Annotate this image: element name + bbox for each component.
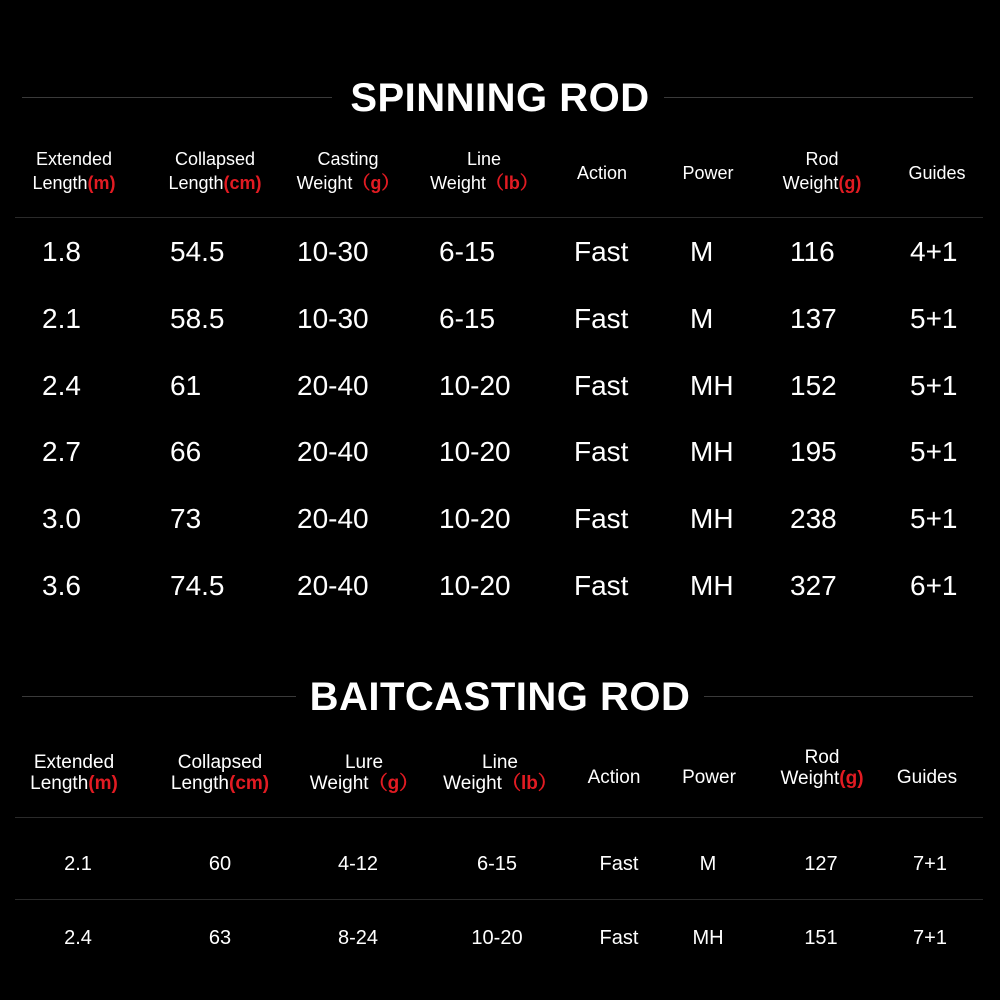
- unit-label: (m): [88, 773, 118, 794]
- header-line1: Line: [466, 149, 502, 169]
- cell-casting-weight: 4-12: [337, 853, 379, 875]
- cell-rod-weight: 152: [790, 369, 837, 401]
- header-guides: Guides: [908, 163, 966, 183]
- cell-guides: 6+1: [910, 570, 958, 601]
- header-collapsed-length: [145, 147, 285, 195]
- unit-label: (m): [87, 173, 116, 193]
- header-line2: Length(m): [30, 773, 118, 794]
- header-extended-length: [4, 752, 144, 794]
- header-line2: Weight（g）: [296, 173, 400, 193]
- header-line2: Weight（g）: [309, 773, 419, 794]
- unit-label: （g）: [352, 173, 400, 193]
- header-line1: Extended: [35, 149, 113, 169]
- baitcasting-rod-title-bar: [0, 667, 1000, 727]
- baitcasting-rod-title: BAITCASTING ROD: [0, 667, 1000, 727]
- cell-rod-weight: 151: [804, 927, 838, 949]
- cell-casting-weight: 20-40: [297, 503, 369, 535]
- cell-action: Fast: [574, 236, 629, 267]
- cell-action: Fast: [574, 369, 629, 401]
- cell-collapsed-length: 63: [208, 927, 232, 949]
- cell-extended-length: 2.1: [42, 302, 81, 334]
- cell-collapsed-length: 61: [170, 369, 202, 401]
- spinning-rod-title-bar: [0, 68, 1000, 128]
- cell-extended-length: 2.1: [64, 853, 92, 875]
- cell-action: Fast: [574, 302, 629, 334]
- header-line1: Collapsed: [174, 149, 256, 169]
- cell-rod-weight: 327: [790, 570, 837, 601]
- cell-collapsed-length: 73: [170, 503, 202, 535]
- cell-guides: 5+1: [910, 436, 958, 468]
- unit-label: (g): [839, 768, 864, 789]
- cell-collapsed-length: 58.5: [170, 302, 225, 334]
- unit-label: (g): [838, 173, 862, 193]
- header-casting-weight: [278, 147, 418, 195]
- header-line1: Rod: [804, 747, 840, 768]
- header-line2: Weight(g): [780, 768, 864, 789]
- header-power: Power: [682, 163, 734, 183]
- cell-line-weight: 10-20: [439, 503, 511, 535]
- cell-line-weight: 6-15: [476, 853, 518, 875]
- cell-casting-weight: 20-40: [297, 436, 369, 468]
- header-line2: Length(m): [32, 173, 116, 193]
- header-guides: Guides: [896, 767, 958, 788]
- unit-label: （lb）: [485, 173, 538, 193]
- cell-extended-length: 3.6: [42, 570, 81, 601]
- header-action: Action: [587, 767, 641, 788]
- header-line2: Length(cm): [168, 173, 262, 193]
- cell-power: MH: [690, 436, 734, 468]
- cell-line-weight: 6-15: [439, 302, 496, 334]
- cell-guides: 5+1: [910, 302, 958, 334]
- cell-extended-length: 2.7: [42, 436, 81, 468]
- cell-guides: 4+1: [910, 236, 958, 267]
- header-action: Action: [576, 163, 628, 183]
- cell-line-weight: 10-20: [439, 570, 511, 601]
- header-line1: Rod: [805, 149, 839, 169]
- baitcasting-header-divider: [15, 817, 983, 818]
- spinning-header-divider: [15, 217, 983, 218]
- cell-power: M: [690, 302, 714, 334]
- header-line1: Casting: [317, 149, 379, 169]
- cell-extended-length: 2.4: [64, 927, 92, 949]
- header-line1: Lure: [344, 752, 384, 773]
- cell-power: MH: [690, 570, 734, 601]
- header-line2: Length(cm): [170, 773, 270, 794]
- header-extended-length: [4, 147, 144, 195]
- cell-power: M: [690, 236, 714, 267]
- cell-rod-weight: 238: [790, 503, 837, 535]
- cell-power: M: [699, 853, 717, 875]
- cell-casting-weight: 8-24: [337, 927, 379, 949]
- cell-casting-weight: 10-30: [297, 236, 369, 267]
- unit-label: （g）: [368, 773, 419, 794]
- cell-rod-weight: 127: [804, 853, 838, 875]
- cell-action: Fast: [574, 436, 629, 468]
- cell-line-weight: 10-20: [471, 927, 523, 949]
- cell-line-weight: 10-20: [439, 369, 511, 401]
- header-line1: Collapsed: [177, 752, 263, 773]
- cell-guides: 5+1: [910, 503, 958, 535]
- cell-guides: 5+1: [910, 369, 958, 401]
- header-casting-weight: [294, 752, 434, 794]
- cell-action: Fast: [599, 927, 639, 949]
- header-collapsed-length: [150, 752, 290, 794]
- cell-action: Fast: [574, 503, 629, 535]
- unit-label: (cm): [229, 773, 270, 794]
- cell-line-weight: 6-15: [439, 236, 496, 267]
- header-line1: Extended: [33, 752, 115, 773]
- cell-casting-weight: 10-30: [297, 302, 369, 334]
- header-line2: Weight（lb）: [430, 173, 538, 193]
- cell-collapsed-length: 66: [170, 436, 202, 468]
- cell-power: MH: [690, 369, 734, 401]
- cell-action: Fast: [599, 853, 639, 875]
- cell-rod-weight: 195: [790, 436, 837, 468]
- cell-power: MH: [692, 927, 724, 949]
- header-line2: Weight（lb）: [443, 773, 557, 794]
- cell-power: MH: [690, 503, 734, 535]
- cell-casting-weight: 20-40: [297, 369, 369, 401]
- cell-extended-length: 2.4: [42, 369, 81, 401]
- cell-rod-weight: 137: [790, 302, 837, 334]
- unit-label: (cm): [223, 173, 262, 193]
- header-line1: Line: [482, 752, 518, 773]
- cell-collapsed-length: 60: [208, 853, 232, 875]
- row-divider: [15, 899, 983, 900]
- cell-line-weight: 10-20: [439, 436, 511, 468]
- unit-label: （lb）: [501, 773, 557, 794]
- cell-casting-weight: 20-40: [297, 570, 369, 601]
- cell-extended-length: 3.0: [42, 503, 81, 535]
- cell-extended-length: 1.8: [42, 236, 81, 267]
- cell-action: Fast: [574, 570, 629, 601]
- header-line2: Weight(g): [782, 173, 862, 193]
- cell-collapsed-length: 74.5: [170, 570, 225, 601]
- cell-guides: 7+1: [913, 853, 947, 875]
- cell-collapsed-length: 54.5: [170, 236, 225, 267]
- header-power: Power: [682, 767, 736, 788]
- cell-rod-weight: 116: [790, 236, 835, 267]
- spinning-rod-title: SPINNING ROD: [0, 68, 1000, 128]
- cell-guides: 7+1: [913, 927, 947, 949]
